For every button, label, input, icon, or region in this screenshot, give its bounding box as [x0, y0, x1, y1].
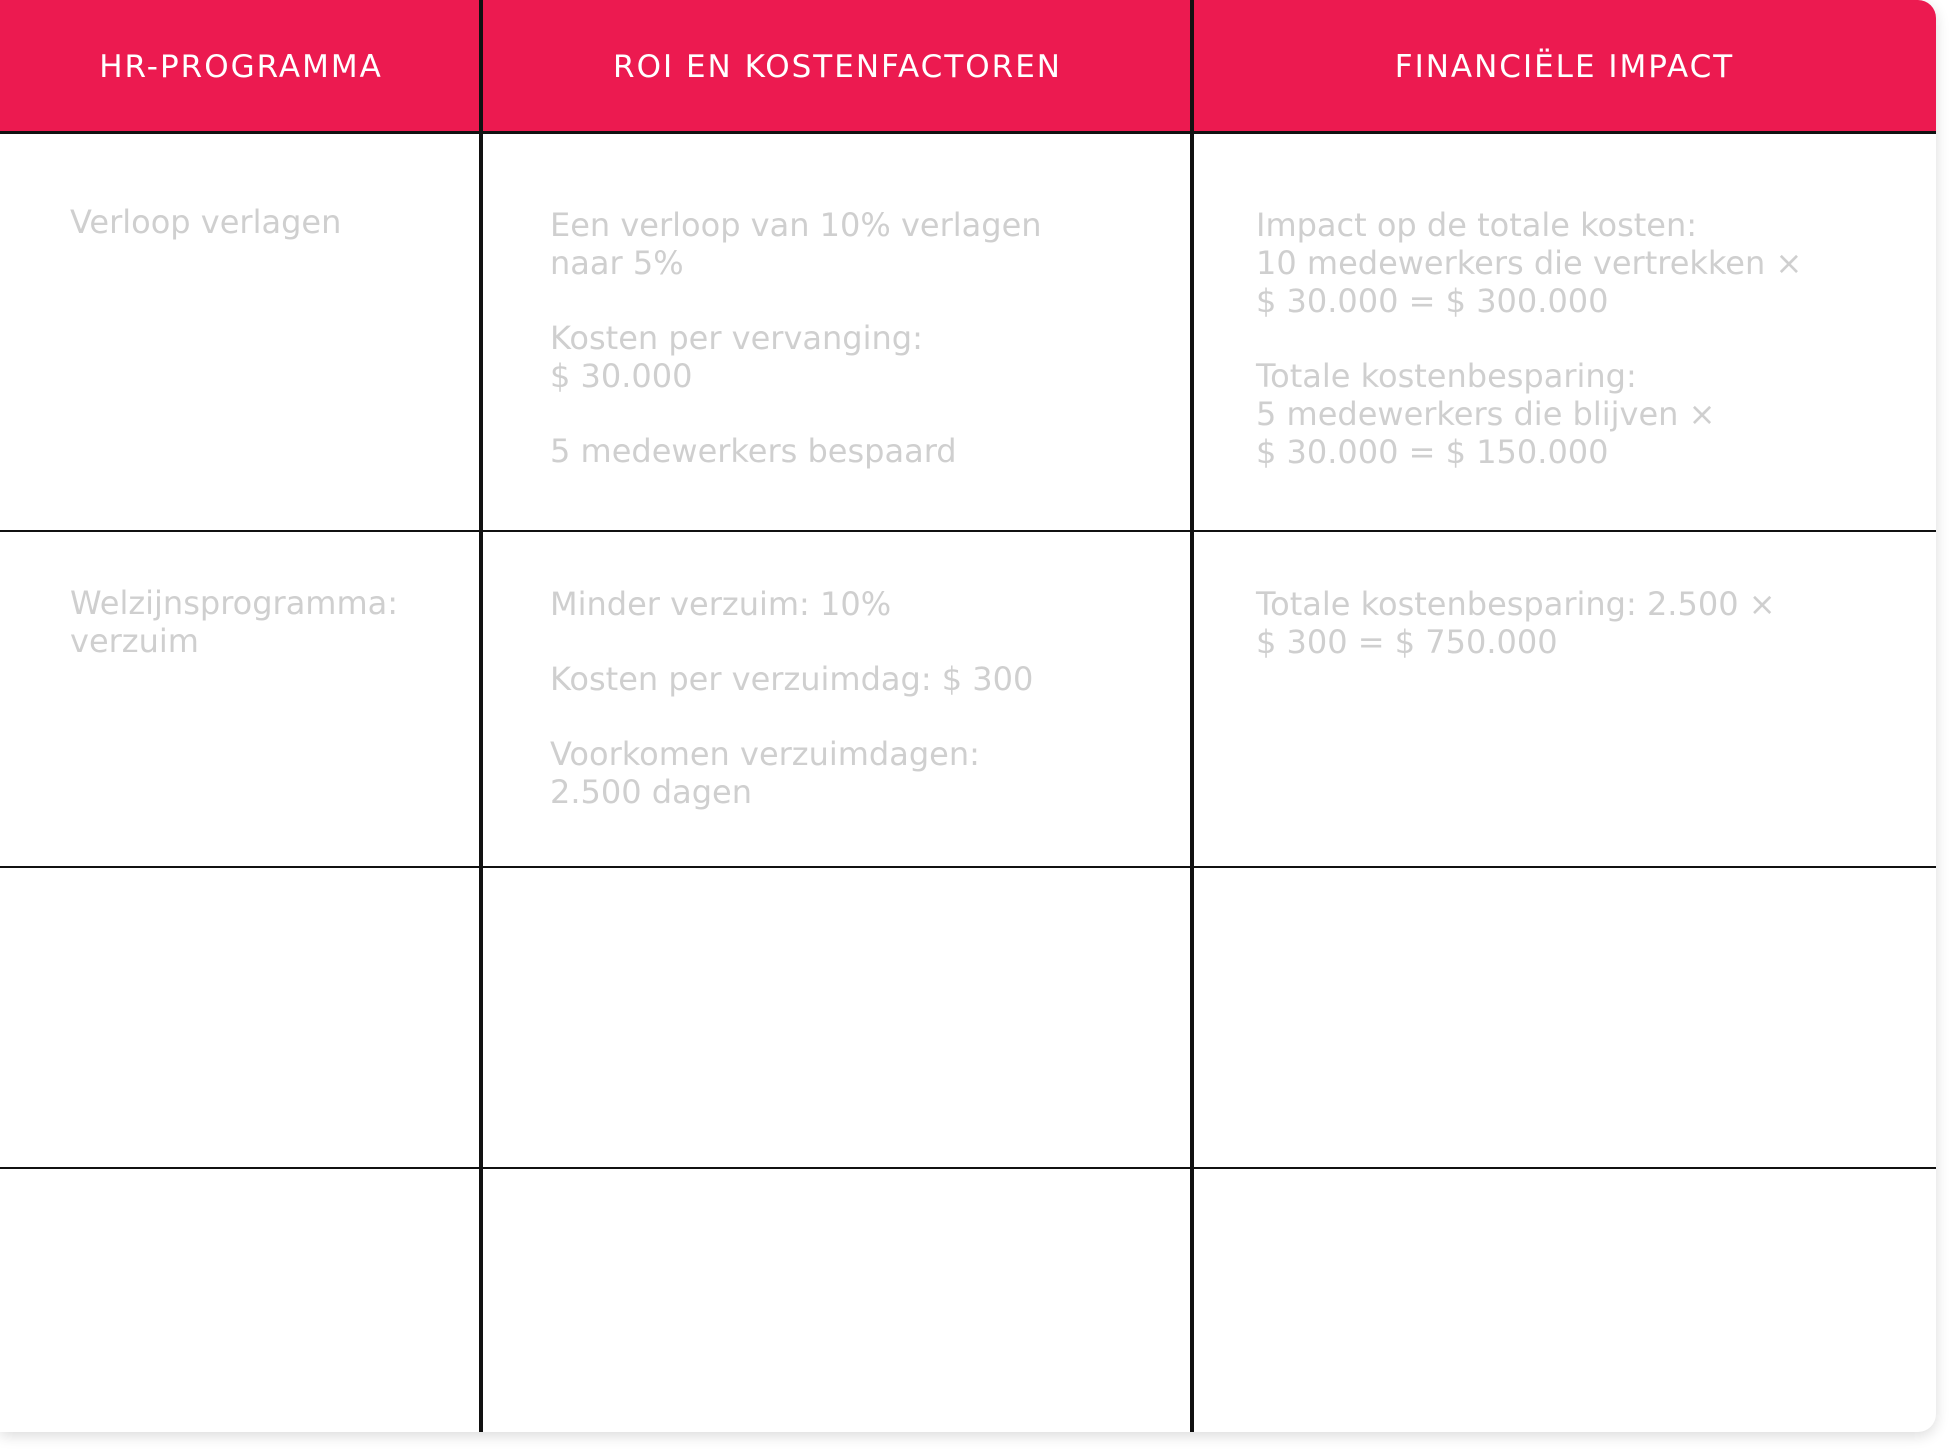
impact-text: Impact op de totale kosten: 10 medewerkers die vertrekken × $ 30.000 = $ 300.000	[1256, 206, 1803, 320]
row-1-factors-cell	[550, 206, 1170, 470]
program-name: Welzijnsprogramma: verzuim	[70, 584, 399, 660]
row-divider	[0, 1167, 1936, 1169]
factor-text: Minder verzuim: 10%	[550, 585, 892, 623]
column-divider	[479, 0, 483, 1432]
header-hr-programma: HR-PROGRAMMA	[99, 49, 383, 85]
header-financiele-impact: FINANCIËLE IMPACT	[1394, 49, 1735, 85]
row-2-impact-cell	[1256, 585, 1926, 661]
factor-text: Kosten per vervanging: $ 30.000	[550, 319, 923, 395]
table-header-row	[0, 0, 1936, 134]
impact-text: Totale kostenbesparing: 5 medewerkers die blijven × $ 30.000 = $ 150.000	[1256, 357, 1716, 471]
column-divider	[1190, 0, 1194, 1432]
row-1-impact-cell	[1256, 206, 1926, 471]
program-name: Verloop verlagen	[70, 203, 342, 241]
factor-text: 5 medewerkers bespaard	[550, 432, 957, 470]
row-2-factors-cell	[550, 585, 1170, 811]
factor-text: Een verloop van 10% verlagen naar 5%	[550, 206, 1042, 282]
factor-text: Kosten per verzuimdag: $ 300	[550, 660, 1034, 698]
row-2-program-cell	[70, 584, 460, 660]
row-1-program-cell	[70, 203, 460, 241]
header-roi-kostenfactoren: ROI EN KOSTENFACTOREN	[613, 49, 1062, 85]
factor-text: Voorkomen verzuimdagen: 2.500 dagen	[550, 735, 980, 811]
impact-text: Totale kostenbesparing: 2.500 × $ 300 = $ 750.000	[1256, 585, 1776, 661]
row-divider	[0, 866, 1936, 868]
row-divider	[0, 530, 1936, 532]
